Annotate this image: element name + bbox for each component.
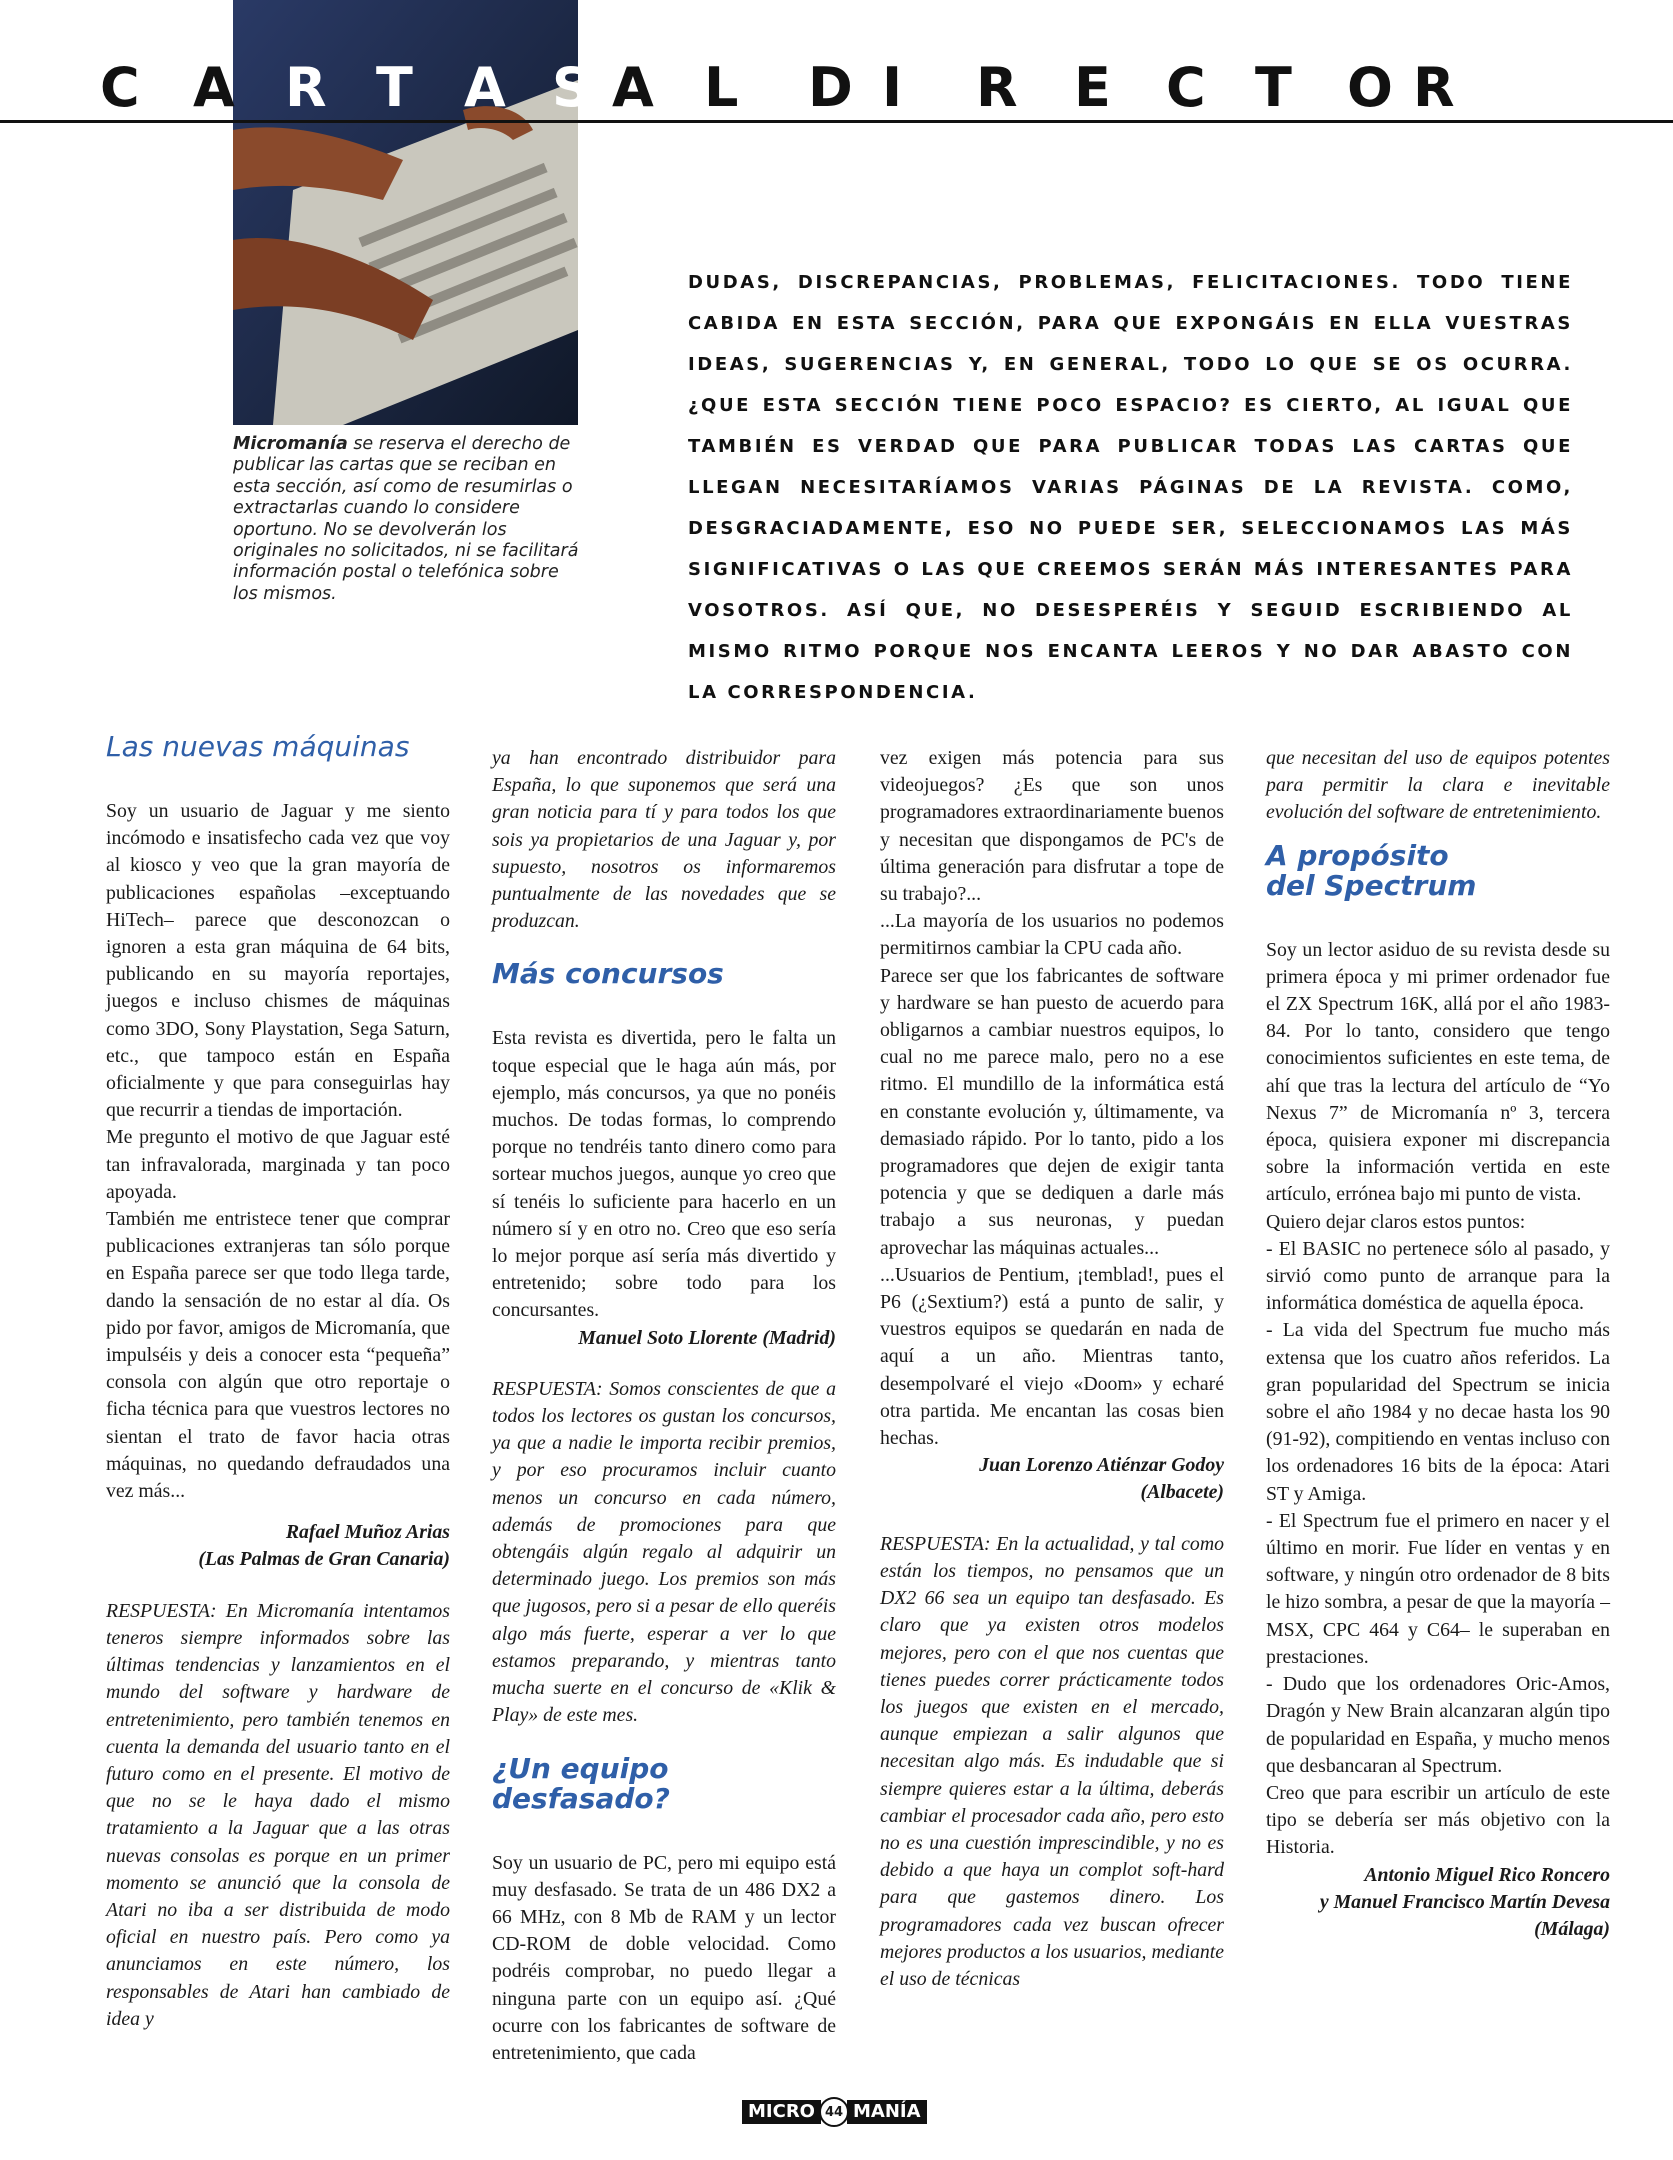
letter-paragraph: Quiero dejar claros estos puntos: (1266, 1210, 1526, 1233)
title-letter: T (1255, 56, 1292, 119)
letter-title: ¿Un equipo desfasado? (492, 1751, 670, 1815)
letter-paragraph: También me entristece tener que comprar publicaciones extranjeras tan sólo porque en España parece ser que todo llega tarde, dando la sensación de no estar al día. Os pido por favor, amigos de Micromanía, que impulséis y deis a conocer esta “pequeña” consola con algún que otro reportaje o ficha técnica para que vuestros lectores no sientan el trato de favor hacia otras máquinas, no quedando defraudados una vez más... (106, 1208, 450, 1503)
letter-paragraph: Soy un lector asiduo de su revista desde su primera época y mi primer ordenador fue el ZX Spectrum 16K, allá por el año 1983-84. Por lo tanto, considero que tengo conocimientos suficientes en este tema, de ahí que tras la lectura del artículo de “Yo Nexus 7” de Micromanía nº 3, tercera época, quisiera exponer mi discrepancia sobre la información vertida en este artículo, errónea bajo mi punto de vista. (1266, 938, 1610, 1206)
title-letter: R (285, 56, 327, 119)
title-letter: L (704, 56, 739, 119)
title-letter: A (612, 56, 654, 119)
editor-response: ya han encontrado distribuidor para España, lo que suponemos que será una gran noticia para tí y para todos los que sois ya propietarios de una Jaguar y, por supuesto, nosotros os informaremos puntualmente de las novedades que se produzcan. (492, 747, 836, 933)
title-letter: C (1166, 56, 1206, 119)
title-letter: C (100, 56, 140, 119)
letter-paragraph: - Dudo que los ordenadores Oric-Amos, Dragón y New Brain alcanzaran algún tipo de popularidad en España, y mucho menos que desbancaran al Spectrum. (1266, 1673, 1610, 1777)
letter-paragraph: Soy un usuario de Jaguar y me siento incómodo e insatisfecho cada vez que voy al kiosco y veo que la gran mayoría de publicaciones españolas –exceptuando HiTech– parece que desconozcan o ignoren a esta gran máquina de 64 bits, publicando en su mayoría reportajes, juegos e incluso chismes de máquinas como 3DO, Sony Playstation, Sega Saturn, etc., que tampoco están en España oficialmente y que para conseguirlas hay que recurrir a tiendas de importación. (106, 800, 450, 1122)
column-4 (1266, 745, 1610, 1943)
title-letter: S (552, 56, 591, 119)
letter-paragraph: Soy un usuario de PC, pero mi equipo está muy desfasado. Se trata de un 486 DX2 a 66 MHz, con 8 Mb de RAM y un lector CD-ROM de doble velocidad. Como podréis comprobar, no puedo llegar a ninguna parte con un equipo así. ¿Qué ocurre con los fabricantes de software de entretenimiento, que cada (492, 1851, 836, 2064)
disclaimer (233, 434, 585, 605)
title-letter: T (376, 56, 413, 119)
letter-title: Las nuevas máquinas (106, 730, 410, 763)
title-letter: A (464, 56, 506, 119)
editor-response: RESPUESTA: Somos conscientes de que a todos los lectores os gustan los concursos, ya que a nadie le importa recibir premios, y por eso procuramos incluir cuanto menos un concurso en cada número, además de promociones para que obtengáis algún regalo al adquirir un determinado juego. Los premios son más que jugosos, pero si a pesar de ello queréis algo más fuerte, esperar a ver lo que estamos preparando, y mientras tanto mucha suerte en el concurso de «Klik & Play» de este mes. (492, 1377, 836, 1727)
letter-paragraph: Me pregunto el motivo de que Jaguar esté tan infravalorada, marginada y tan poco apoyada. (106, 1126, 450, 1203)
section-title (100, 58, 1660, 118)
letter-paragraph: - El Spectrum fue el primero en nacer y el último en morir. Fue líder en ventas y en software, y ningún otro ordenador de 8 bits le hizo sombra, a pesar de que la mayoría –MSX, CPC 464 y C64– le superaban en prestaciones. (1266, 1509, 1610, 1668)
editor-response: que necesitan del uso de equipos potentes para permitir la clara e inevitable evolución del software de entretenimiento. (1266, 747, 1610, 824)
page-footer-logo (742, 2098, 927, 2126)
letter-paragraph: ...La mayoría de los usuarios no podemos permitirnos cambiar la CPU cada año. (880, 910, 1224, 960)
letter-signature: (Las Palmas de Gran Canaria) (198, 1548, 450, 1571)
letter-signature: (Málaga) (1534, 1917, 1610, 1940)
letter-paragraph: ...Usuarios de Pentium, ¡temblad!, pues el P6 (¿Sextium?) está a punto de salir, y vuestros equipos se quedarán en nada de aquí a un año. Mientras tanto, desempolvaré el viejo «Doom» y echaré otra partida. Me encantan las cosas bien hechas. (880, 1263, 1224, 1450)
letter-signature: Juan Lorenzo Atiénzar Godoy (979, 1454, 1224, 1477)
footer-micro: MICRO (742, 2100, 821, 2124)
title-letter: O (1347, 56, 1393, 119)
letter-paragraph: - La vida del Spectrum fue mucho más extensa que los cuatro años referidos. La gran popularidad del Spectrum se inicia sobre el año 1984 y no decae hasta los 90 (91-92), compitiendo en ventas incluso con los ordenadores 16 bits de la época: Atari ST y Amiga. (1266, 1319, 1610, 1505)
letter-signature: Antonio Miguel Rico Roncero (1364, 1863, 1610, 1886)
title-letter: R (1413, 56, 1455, 119)
title-letter: A (193, 56, 235, 119)
page-number: 44 (819, 2097, 849, 2127)
letter-paragraph: - El BASIC no pertenece sólo al pasado, y sirvió como punto de arranque para la informática doméstica de aquella época. (1266, 1237, 1610, 1315)
column-1 (106, 732, 450, 2033)
title-letter: I (882, 56, 903, 119)
letter-title: A propósito del Spectrum (1266, 838, 1477, 902)
letter-signature: (Albacete) (1140, 1481, 1224, 1504)
letter-signature: Rafael Muñoz Arias (285, 1521, 450, 1544)
disclaimer-brand: Micromanía (233, 434, 348, 454)
disclaimer-text: se reserva el derecho de publicar las cartas que se reciban en esta sección, así como de resumirlas o extractarlas cuando lo considere oportuno. No se devolverán los originales no solicitados, ni se facilitará información postal o telefónica sobre los mismos. (233, 434, 579, 604)
letter-paragraph: Esta revista es divertida, pero le falta un toque especial que le haga aún más, por ejemplo, más concursos, ya que no ponéis muchos. De todas formas, lo comprendo porque no tendréis tanto dinero como para sortear muchos juegos, aunque yo creo que sí tenéis lo suficiente para hacerlo en un número sí y en otro no. Creo que eso sería lo mejor porque así sería más divertido y entretenido; sobre todo para los concursantes. (492, 1027, 836, 1322)
intro-text: DUDAS, DISCREPANCIAS, PROBLEMAS, FELICITACIONES. TODO TIENE CABIDA EN ESTA SECCIÓN, PARA QUE EXPONGÁIS EN ELLA VUESTRAS IDEAS, SUGERENCIAS Y, EN GENERAL, TODO LO QUE SE OS OCURRA. ¿QUE ESTA SECCIÓN TIENE POCO ESPACIO? ES CIERTO, AL IGUAL QUE TAMBIÉN ES VERDAD QUE PARA PUBLICAR TODAS LAS CARTAS QUE LLEGAN NECESITARÍAMOS VARIAS PÁGINAS DE LA REVISTA. COMO, DESGRACIADAMENTE, ESO NO PUEDE SER, SELECCIONAMOS LAS MÁS SIGNIFICATIVAS O LAS QUE CREEMOS SERÁN MÁS INTERESANTES PARA VOSOTROS. ASÍ QUE, NO DESESPERÉIS Y SEGUID ESCRIBIENDO AL MISMO RITMO PORQUE NOS ENCANTA LEEROS Y NO DAR ABASTO CON LA CORRESPONDENCIA. (688, 272, 1573, 703)
editor-response: RESPUESTA: En Micromanía intentamos teneros siempre informados sobre las últimas tendencias y lanzamientos en el mundo del software y hardware de entretenimiento, pero también tenemos en cuenta la demanda del usuario tanto en el futuro como en el presente. El motivo de que no se le haya dado el mismo tratamiento a la Jaguar que a las otras nuevas consolas es porque en un primer momento se anunció que la consola de Atari no iba a ser distribuida de modo oficial en nuestro país. Pero como ya anunciamos en este número, los responsables de Atari han cambiado de idea y (106, 1599, 450, 2030)
editor-response: RESPUESTA: En la actualidad, y tal como están los tiempos, no pensamos que un DX2 66 sea un equipo tan desfasado. Es claro que ya existen otros modelos mejores, pero con el que nos cuentas que tienes puedes correr prácticamente todos los juegos que existen en el mercado, aunque empiezan a salir algunos que necesitan algo más. Es indudable que si siempre quieres estar a la última, deberás cambiar el procesador cada año, pero esto no es una cuestión imprescindible, y no es debido a que haya un complot soft-hard para que gastemos dinero. Los programadores cada vez buscan ofrecer mejores productos a los usuarios, mediante el uso de técnicas (880, 1532, 1224, 1990)
header-rule (0, 120, 1673, 123)
title-letter: D (808, 56, 853, 119)
title-letter: E (1074, 56, 1111, 119)
title-letter: R (976, 56, 1018, 119)
letter-paragraph: Parece ser que los fabricantes de software y hardware se han puesto de acuerdo para obligarnos a cambiar nuestros equipos, lo cual no me parece malo, pero no a ese ritmo. El mundillo de la informática está en constante evolución y, últimamente, va demasiado rápido. Por lo tanto, pido a los programadores que dejen de exigir tanta potencia y que se dediquen a darle más trabajo a sus neuronas, y puedan aprovechar las máquinas actuales... (880, 964, 1224, 1259)
letter-title: Más concursos (492, 957, 724, 991)
letter-signature: Manuel Soto Llorente (Madrid) (578, 1326, 836, 1349)
column-3 (880, 745, 1224, 1993)
footer-mania: MANÍA (847, 2100, 927, 2124)
letter-signature: y Manuel Francisco Martín Devesa (1319, 1890, 1610, 1913)
column-2 (492, 745, 836, 2067)
letter-paragraph: vez exigen más potencia para sus videojuegos? ¿Es que son unos programadores extraordinariamente buenos y necesitan que dispongamos de PC's de última generación para disfrutar a tope de su trabajo?... (880, 747, 1224, 906)
letter-paragraph: Creo que para escribir un artículo de este tipo se debería ser más objetivo con la Historia. (1266, 1781, 1610, 1859)
